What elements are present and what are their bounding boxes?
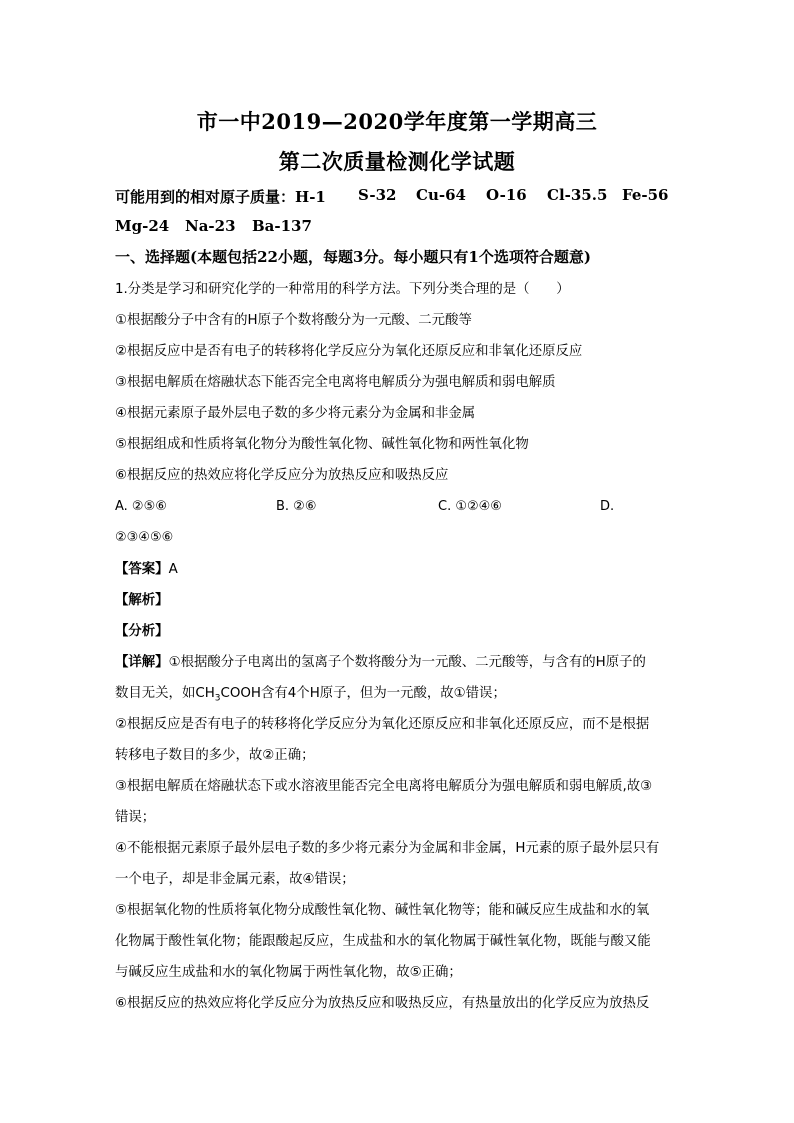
option-a: A. ②⑤⑥ <box>115 499 167 514</box>
detail-tag: 【详解】 <box>115 655 169 670</box>
mass-o: O-16 <box>486 186 527 204</box>
question-item-4: ④根据元素原子最外层电子数的多少将元素分为金属和非金属 <box>115 406 476 421</box>
detail-line-7: ④不能根据元素原子最外层电子数的多少将元素分为金属和非金属，H元素的原子最外层只有 <box>115 841 660 856</box>
mass-cl: Cl-35.5 <box>547 186 608 204</box>
exam-title-line1: 市一中2019—2020学年度第一学期高三 <box>196 109 598 134</box>
mass-s: S-32 <box>358 186 397 204</box>
question-item-5: ⑤根据组成和性质将氧化物分为酸性氧化物、碱性氧化物和两性氧化物 <box>115 437 529 452</box>
detail-subscript: 3 <box>214 693 221 704</box>
detail-text-1: ①根据酸分子电离出的氢离子个数将酸分为一元酸、二元酸等，与含有的H原子的 <box>168 655 646 670</box>
mass-mg: Mg-24 <box>115 217 170 235</box>
detail-line-1 <box>115 653 685 673</box>
detail-line-6: 错误； <box>115 810 156 825</box>
detail-text-2a: 数目无关，如CH <box>115 686 215 701</box>
mass-cu: Cu-64 <box>416 186 466 204</box>
detail-line-4: 转移电子数目的多少，故②正确； <box>115 748 315 763</box>
detail-line-9: ⑤根据氧化物的性质将氧化物分成酸性氧化物、碱性氧化物等；能和碱反应生成盐和水的氧 <box>115 903 650 918</box>
option-d-label: D. <box>600 499 615 514</box>
option-c: C. ①②④⑥ <box>438 499 502 514</box>
question-stem: 1.分类是学习和研究化学的一种常用的科学方法。下列分类合理的是（ ） <box>115 282 570 297</box>
mass-fe: Fe-56 <box>622 186 669 204</box>
fenxi-tag: 【分析】 <box>115 624 169 639</box>
exam-title-line2: 第二次质量检测化学试题 <box>278 149 516 174</box>
answer-value: A <box>168 562 178 577</box>
detail-line-10: 化物属于酸性氧化物；能跟酸起反应，生成盐和水的氧化物属于碱性氧化物，既能与酸又能 <box>115 934 651 949</box>
detail-text-2b: COOH含有4个H原子，但为一元酸，故①错误； <box>220 686 506 701</box>
detail-line-3: ②根据反应是否有电子的转移将化学反应分为氧化还原反应和非氧化还原反应，而不是根据 <box>115 717 650 732</box>
question-item-3: ③根据电解质在熔融状态下能否完全电离将电解质分为强电解质和弱电解质 <box>115 375 556 390</box>
answer-tag: 【答案】 <box>115 562 169 577</box>
detail-line-2 <box>115 684 685 709</box>
question-item-2: ②根据反应中是否有电子的转移将化学反应分为氧化还原反应和非氧化还原反应 <box>115 344 583 359</box>
question-item-6: ⑥根据反应的热效应将化学反应分为放热反应和吸热反应 <box>115 468 449 483</box>
option-d-text: ②③④⑤⑥ <box>115 530 174 545</box>
question-item-1: ①根据酸分子中含有的H原子个数将酸分为一元酸、二元酸等 <box>115 313 472 328</box>
answer-line <box>115 560 685 580</box>
analysis-tag: 【解析】 <box>115 593 169 608</box>
detail-line-11: 与碱反应生成盐和水的氧化物属于两性氧化物，故⑤正确； <box>115 965 462 980</box>
atomic-mass-row1 <box>115 186 326 207</box>
mass-ba: Ba-137 <box>252 217 312 235</box>
detail-line-12: ⑥根据反应的热效应将化学反应分为放热反应和吸热反应，有热量放出的化学反应为放热反 <box>115 996 650 1011</box>
mass-na: Na-23 <box>185 217 236 235</box>
option-b: B. ②⑥ <box>276 499 317 514</box>
detail-line-8: 一个电子，却是非金属元素，故④错误； <box>115 872 355 887</box>
atomic-mass-label: 可能用到的相对原子质量： <box>115 188 296 206</box>
section-heading: 一、选择题(本题包括22小题，每题3分。每小题只有1个选项符合题意) <box>115 248 591 266</box>
mass-h: H-1 <box>295 188 326 206</box>
detail-line-5: ③根据电解质在熔融状态下或水溶液里能否完全电离将电解质分为强电解质和弱电解质,故③ <box>115 779 653 794</box>
